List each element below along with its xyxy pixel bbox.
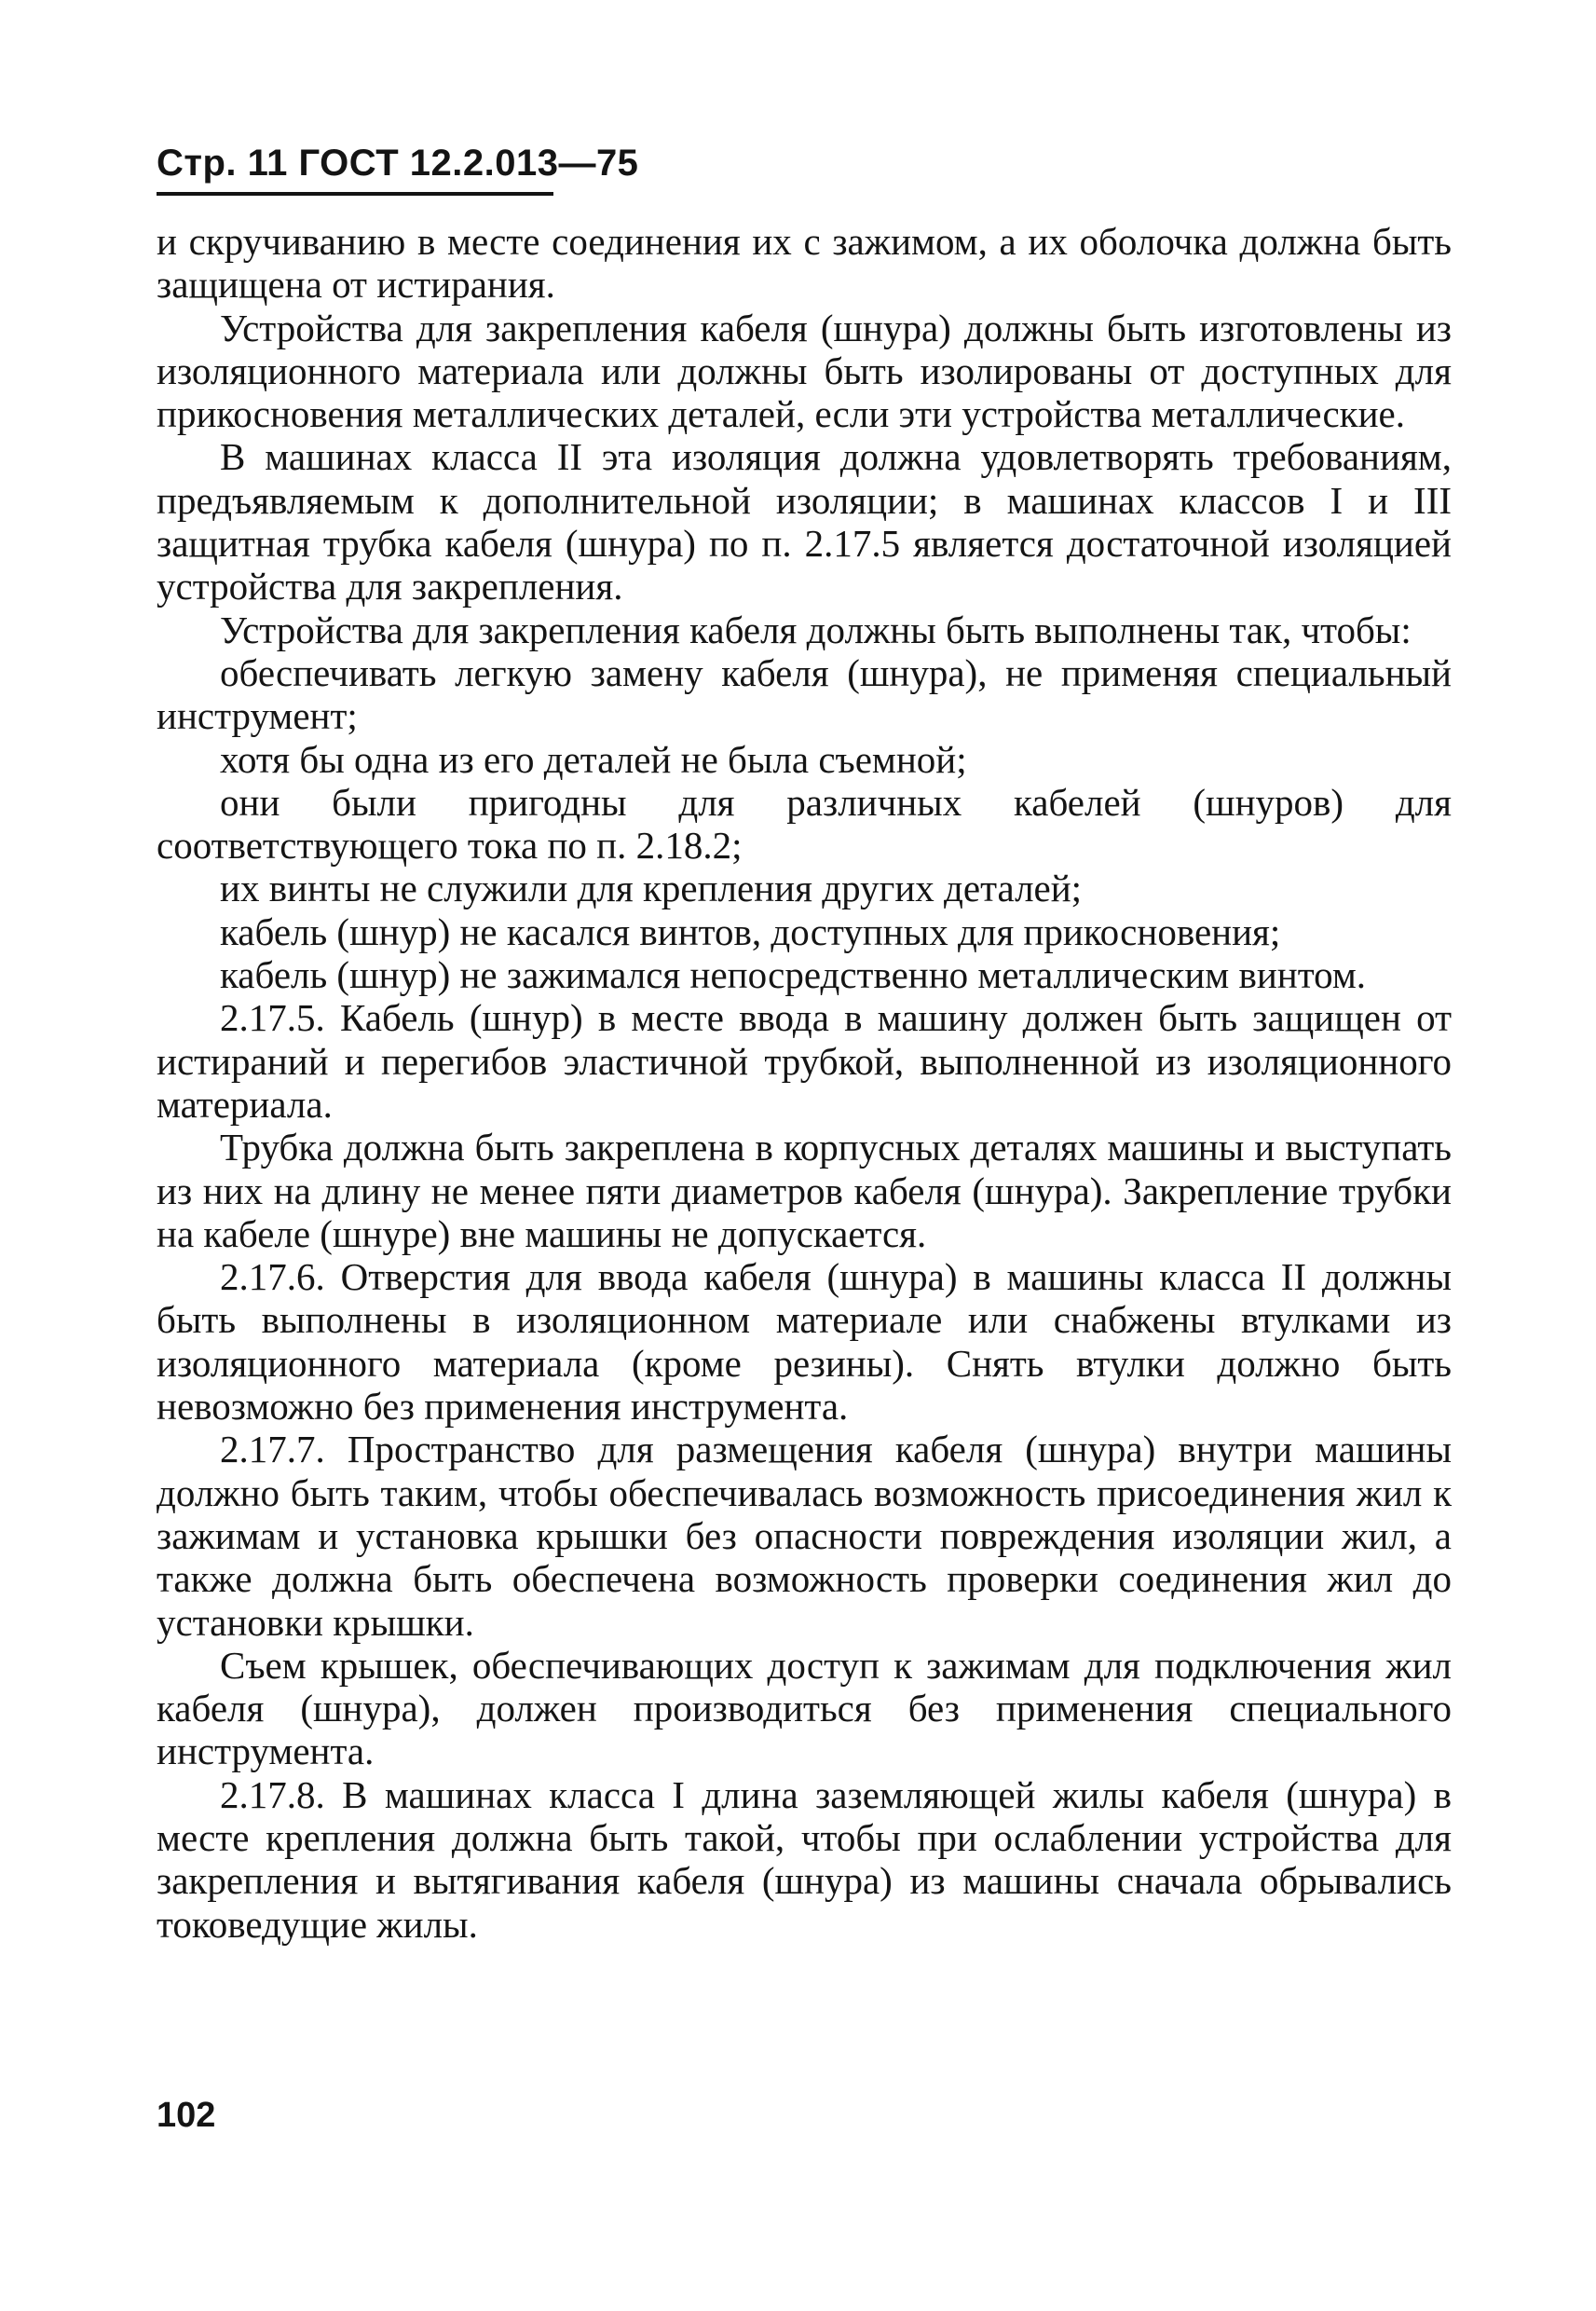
list-item-screws-not-shared: их винты не служили для крепления других деталей; <box>220 867 1083 910</box>
clause-2-17-8: 2.17.8. В машинах класса I длина заземляющей жилы кабеля (шнура) в месте крепления должна быть такой, чтобы при ослаблении устройства для закрепления и вытягивания кабеля (шнура) из машины сначала обрывались токоведущие жилы. <box>157 1772 1452 1946</box>
list-item-non-removable-part: хотя бы одна из его деталей не была съемной; <box>220 737 967 781</box>
clause-2-17-6: 2.17.6. Отверстия для ввода кабеля (шнура) в машины класса II должны быть выполнены в изоляционном материале или снабжены втулками из изоляционного материала (кроме резины). Снять втулки должно быть невозможно без применения инструмента. <box>157 1255 1452 1429</box>
paragraph-cover-removal: Съем крышек, обеспечивающих доступ к зажимам для подключения жил кабеля (шнура), должен производиться без применения специального инструмента. <box>157 1643 1452 1773</box>
running-header: Стр. 11 ГОСТ 12.2.013—75 <box>157 143 639 184</box>
paragraph-fixing-requirements: Устройства для закрепления кабеля должны быть выполнены так, чтобы: <box>220 608 1412 651</box>
list-item-no-direct-clamp: кабель (шнур) не зажимался непосредственно металлическим винтом. <box>220 953 1367 997</box>
page-number: 102 <box>157 2096 216 2135</box>
list-item-easy-replacement: обеспечивать легкую замену кабеля (шнура), не применяя специальный инструмент; <box>157 650 1452 738</box>
paragraph-class-ii-insulation: В машинах класса II эта изоляция должна удовлетворять требованиям, предъявляемым к дополнительной изоляции; в машинах классов I и III защитная трубка кабеля (шнура) по п. 2.17.5 является достаточной изоляцией устройства для закрепления. <box>157 435 1452 609</box>
document-body <box>157 220 1452 1946</box>
paragraph-cable-fixing-material: Устройства для закрепления кабеля (шнура) должны быть изготовлены из изоляционного материала или должны быть изолированы от доступных для прикосновения металлических деталей, если эти устройства металлические. <box>157 306 1452 436</box>
list-item-no-contact-screws: кабель (шнур) не касался винтов, доступных для прикосновения; <box>220 909 1281 953</box>
header-rule <box>157 192 553 196</box>
clause-2-17-7: 2.17.7. Пространство для размещения кабеля (шнура) внутри машины должно быть таким, чтобы обеспечивалась возможность присоединения жил к зажимам и установка крышки без опасности повреждения изоляции жил, а также должна быть обеспечена возможность проверки соединения жил до установки крышки. <box>157 1428 1452 1644</box>
list-item-suitable-cables: они были пригодны для различных кабелей (шнуров) для соответствующего тока по п. 2.18.2; <box>157 780 1452 868</box>
paragraph-tube-fixing: Трубка должна быть закреплена в корпусных деталях машины и выступать из них на длину не менее пяти диаметров кабеля (шнура). Закрепление трубки на кабеле (шнуре) вне машины не допускается. <box>157 1126 1452 1255</box>
clause-2-17-5: 2.17.5. Кабель (шнур) в месте ввода в машину должен быть защищен от истираний и перегибов эластичной трубкой, выполненной из изоляционного материала. <box>157 996 1452 1126</box>
paragraph-continuation: и скручиванию в месте соединения их с зажимом, а их оболочка должна быть защищена от истирания. <box>157 220 1452 307</box>
